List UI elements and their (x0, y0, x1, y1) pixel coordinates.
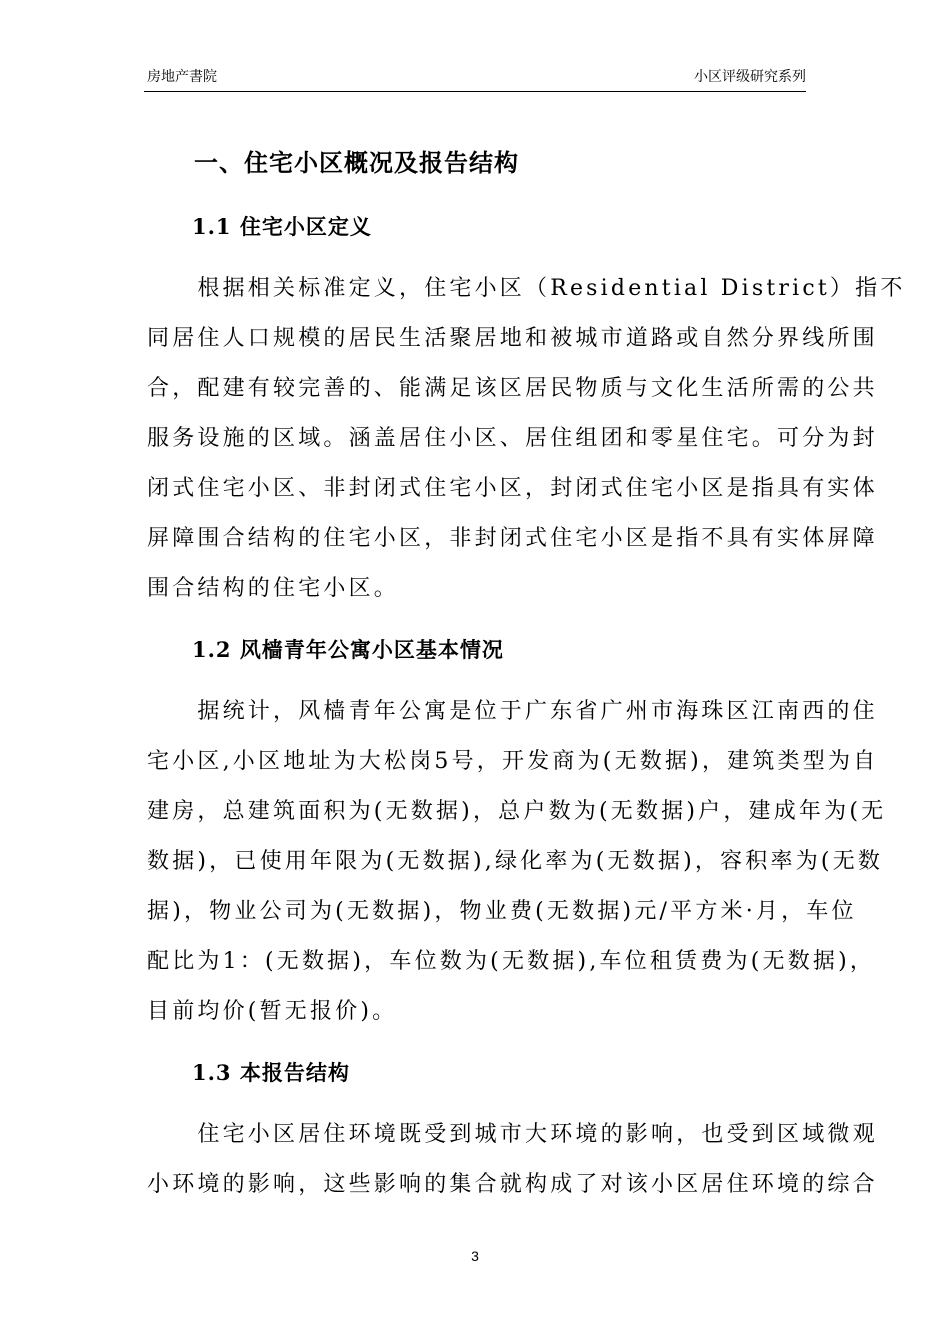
header-right-series: 小区评级研究系列 (694, 68, 806, 84)
paragraph-line: 闭式住宅小区、非封闭式住宅小区，封闭式住宅小区是指具有实体 (147, 476, 878, 501)
paragraph-line: 根据相关标准定义，住宅小区（Residential District）指不 (147, 276, 906, 301)
page-number: 3 (471, 1248, 479, 1264)
section-heading: 1.2 风樯青年公寓小区基本情况 (192, 637, 504, 662)
paragraph-line: 据)，物业公司为(无数据)，物业费(无数据)元/平方米·月，车位 (147, 899, 857, 924)
paragraph-line: 住宅小区居住环境既受到城市大环境的影响，也受到区域微观 (147, 1122, 878, 1147)
paragraph-line: 小环境的影响，这些影响的集合就构成了对该小区居住环境的综合 (147, 1172, 878, 1197)
paragraph-line: 服务设施的区域。涵盖居住小区、居住组团和零星住宅。可分为封 (147, 426, 878, 451)
paragraph-line: 屏障围合结构的住宅小区，非封闭式住宅小区是指不具有实体屏障 (147, 526, 878, 551)
header-left-brand: 房地产書院 (147, 68, 217, 84)
header-rule (144, 91, 806, 92)
paragraph-line: 目前均价(暂无报价)。 (147, 999, 398, 1024)
paragraph-line: 围合结构的住宅小区。 (147, 576, 400, 601)
paragraph-line: 宅小区,小区地址为大松岗5号，开发商为(无数据)，建筑类型为自 (147, 749, 879, 774)
paragraph-line: 建房，总建筑面积为(无数据)，总户数为(无数据)户，建成年为(无 (147, 799, 887, 824)
paragraph-line: 数据)，已使用年限为(无数据),绿化率为(无数据)，容积率为(无数 (147, 849, 884, 874)
paragraph-line: 据统计，风樯青年公寓是位于广东省广州市海珠区江南西的住 (147, 699, 878, 724)
section-heading: 1.1 住宅小区定义 (192, 214, 372, 239)
section-heading: 1.3 本报告结构 (192, 1060, 350, 1085)
paragraph-line: 配比为1：(无数据)，车位数为(无数据),车位租赁费为(无数据)， (147, 949, 876, 974)
paragraph-line: 同居住人口规模的居民生活聚居地和被城市道路或自然分界线所围 (147, 326, 878, 351)
paragraph-line: 合，配建有较完善的、能满足该区居民物质与文化生活所需的公共 (147, 376, 878, 401)
chapter-title: 一、住宅小区概况及报告结构 (194, 148, 519, 177)
